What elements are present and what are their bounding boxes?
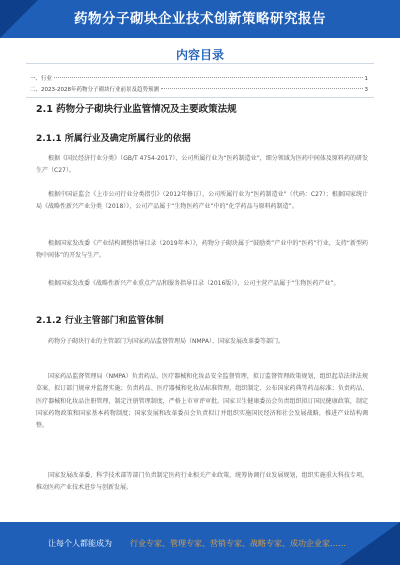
toc-leader-dots [161,88,363,89]
paragraph: 药物分子砌块行业的主管部门为国家药品监督管理局（NMPA）、国家发展改革委等部门。 [48,338,285,345]
toc-item[interactable] [30,85,368,96]
paragraph: 根据国家发改委《产业结构调整指导目录（2019年本）》，药物分子砌块属于“鼓励类”产业中的“医药”行业，支持“新型药物中间体”的开发与生产。 [36,240,368,260]
footer-slogan-left: 让每个人都能成为 [48,539,112,548]
footer-corner-decoration [340,522,400,565]
footer-slogan-right: 行业专家、管理专家、营销专家、战略专家、成功企业家…… [130,539,346,548]
paragraph: 国家发展改革委、科学技术部等部门负责制定医药行业相关产业政策，统筹协调行业发展规划，组织实施重大科技专项，推动医药产业技术进步与创新发展。 [36,472,368,492]
toc-item-page: 1 [364,76,368,82]
paragraph: 国家药品监督管理局（NMPA）负责药品、医疗器械和化妆品安全监督管理，拟订监督管理政策规划，组织起草法律法规草案，拟订部门规章并监督实施；负责药品、医疗器械和化妆品标准管理，组织制定、公布国家药典等药品标准；负责药品、医疗器械和化妆品注册管理，制定注册管理制度，严格上市审评审批。国家卫生健康委员会负责组织拟订国民健康政策，制定国家药物政策和国家基本药物制度；国家发展和改革委员会负责拟订并组织实施国民经济和社会发展战略，推进产业结构调整。 [36,373,368,430]
paragraph: 根据国家发改委《战略性新兴产业重点产品和服务指导目录（2016版）》，公司主营产品属于“生物医药产业”。 [48,280,340,287]
document-title: 药物分子砌块企业技术创新策略研究报告 [74,11,326,27]
footer-bar [0,522,400,565]
toc-item[interactable] [30,74,368,85]
toc-leader-dots [54,77,362,78]
toc-heading: 内容目录 [175,48,224,62]
toc-item-page: 3 [364,87,368,93]
paragraph: 根据《国民经济行业分类》（GB/T 4754-2017），公司所属行业为“医药制造业”，细分领域为医药中间体及原料药的研发生产（C27）。 [36,155,368,175]
subsection-heading-2: 2.1.2 行业主管部门和监管体制 [36,316,164,326]
toc-item-text: 一、行业 [30,76,53,82]
header-bar [0,0,400,38]
toc-bottom-divider [26,97,374,98]
toc-divider [26,63,374,64]
toc-item-text: 二、2023-2028年药物分子砌块行业前景及趋势预测 [30,87,159,93]
table-of-contents [30,74,368,96]
paragraph: 根据中国证监会《上市公司行业分类指引》（2012年修订），公司所属行业为“医药制造业”（代码：C27）；根据国家统计局《战略性新兴产业分类（2018）》，公司产品属于“生物医药产业”中的“化学药品与原料药制造”。 [36,191,368,211]
subsection-heading-1: 2.1.1 所属行业及确定所属行业的依据 [36,134,191,144]
section-heading: 2.1 药物分子砌块行业监管情况及主要政策法规 [36,104,237,115]
